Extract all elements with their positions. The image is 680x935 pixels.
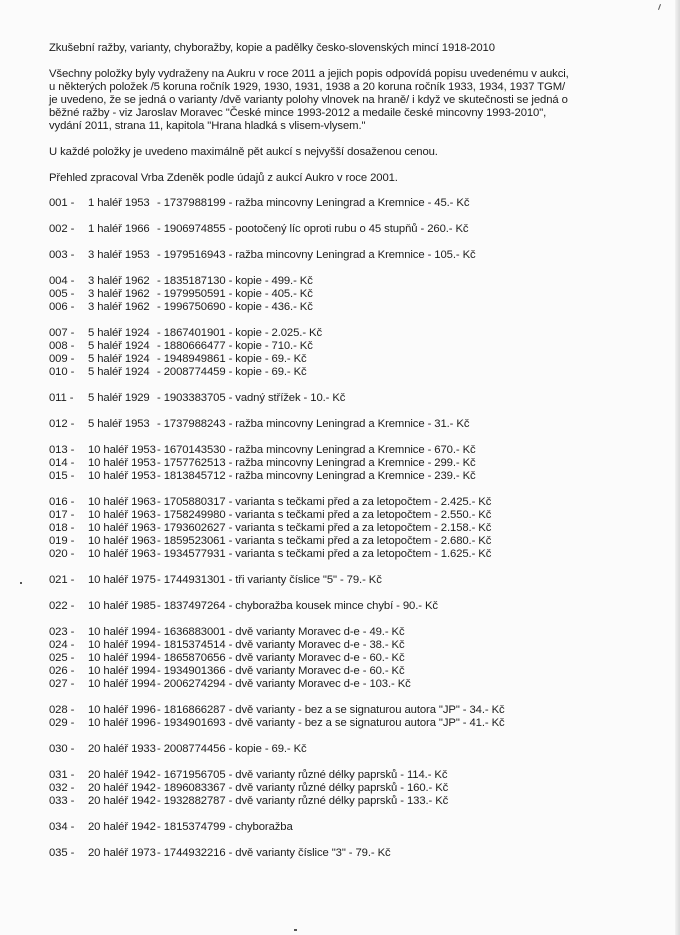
coin-row-coin: 20 haléř 1942 (88, 769, 156, 781)
coin-row-desc: - 1744931301 - tři varianty číslice "5" - 79.- Kč (157, 574, 382, 586)
coin-row-no: 002 - (49, 223, 75, 235)
coin-row-desc: - 1996750690 - kopie - 436.- Kč (157, 301, 313, 313)
coin-row-no: 005 - (49, 288, 75, 300)
coin-row-desc: - 1744932216 - dvě varianty číslice "3" - 79.- Kč (157, 847, 391, 859)
scan-speck (20, 582, 22, 584)
coin-row-no: 018 - (49, 522, 75, 534)
coin-row-no: 024 - (49, 639, 75, 651)
coin-row-desc: - 1979950591 - kopie - 405.- Kč (157, 288, 313, 300)
coin-row-desc: - 1880666477 - kopie - 710.- Kč (157, 340, 313, 352)
intro-line-2: u některých položek /5 koruna ročník 1929, 1930, 1931, 1938 a 20 koruna ročník 1933, 1934, 1937 TGM/ (49, 81, 566, 93)
coin-row-coin: 5 haléř 1924 (88, 340, 150, 352)
coin-row-no: 011 - (49, 392, 74, 404)
coin-row-coin: 20 haléř 1942 (88, 782, 156, 794)
coin-row-desc: - 1737988199 - ražba mincovny Leningrad a Kremnice - 45.- Kč (157, 197, 470, 209)
intro-line-4: běžné ražby - viz Jaroslav Moravec "České mince 1993-2012 a medaile české mincovny 1993-2010", (49, 107, 547, 119)
document-title: Zkušební ražby, varianty, chyboražby, kopie a padělky česko-slovenských mincí 1918-2010 (49, 42, 495, 54)
coin-row-desc: - 1837497264 - chyboražba kousek mince chybí - 90.- Kč (157, 600, 438, 612)
coin-row-desc: - 1671956705 - dvě varianty různé délky paprsků - 114.- Kč (157, 769, 448, 781)
coin-row-no: 007 - (49, 327, 75, 339)
coin-row-no: 013 - (49, 444, 75, 456)
coin-row-desc: - 1737988243 - ražba mincovny Leningrad a Kremnice - 31.- Kč (157, 418, 470, 430)
coin-row-desc: - 1903383705 - vadný střížek - 10.- Kč (157, 392, 346, 404)
scan-speck (658, 4, 661, 10)
coin-row-coin: 20 haléř 1942 (88, 821, 156, 833)
coin-row-coin: 5 haléř 1924 (88, 327, 150, 339)
coin-row-coin: 10 haléř 1975 (88, 574, 156, 586)
coin-row-desc: - 1793602627 - varianta s tečkami před a za letopočtem - 2.158.- Kč (157, 522, 492, 534)
coin-row-coin: 10 haléř 1996 (88, 717, 156, 729)
coin-row-no: 012 - (49, 418, 75, 430)
coin-row-coin: 3 haléř 1962 (88, 275, 150, 287)
coin-row-desc: - 2008774456 - kopie - 69.- Kč (157, 743, 307, 755)
coin-row-no: 023 - (49, 626, 75, 638)
coin-row-coin: 1 haléř 1966 (88, 223, 150, 235)
coin-row-no: 009 - (49, 353, 75, 365)
coin-row-coin: 10 haléř 1994 (88, 652, 156, 664)
auction-note: U každé položky je uvedeno maximálně pět aukcí s nejvyšší dosaženou cenou. (49, 146, 438, 158)
coin-row-no: 010 - (49, 366, 75, 378)
coin-row-coin: 3 haléř 1953 (88, 249, 150, 261)
coin-row-desc: - 1932882787 - dvě varianty různé délky paprsků - 133.- Kč (157, 795, 449, 807)
coin-row-no: 003 - (49, 249, 75, 261)
coin-row-no: 022 - (49, 600, 75, 612)
coin-row-coin: 5 haléř 1924 (88, 353, 150, 365)
coin-row-coin: 10 haléř 1996 (88, 704, 156, 716)
coin-row-coin: 10 haléř 1963 (88, 548, 156, 560)
coin-row-desc: - 2006274294 - dvě varianty Moravec d-e - 103.- Kč (157, 678, 411, 690)
coin-row-desc: - 1835187130 - kopie - 499.- Kč (157, 275, 313, 287)
coin-row-no: 016 - (49, 496, 75, 508)
coin-row-desc: - 1906974855 - pootočený líc oproti rubu o 45 stupňů - 260.- Kč (157, 223, 469, 235)
coin-row-no: 008 - (49, 340, 75, 352)
coin-row-desc: - 1816866287 - dvě varianty - bez a se signaturou autora "JP" - 34.- Kč (157, 704, 505, 716)
coin-row-coin: 10 haléř 1963 (88, 535, 156, 547)
coin-row-no: 032 - (49, 782, 75, 794)
coin-row-no: 028 - (49, 704, 75, 716)
coin-row-coin: 10 haléř 1994 (88, 665, 156, 677)
coin-row-coin: 10 haléř 1953 (88, 457, 156, 469)
coin-row-coin: 10 haléř 1963 (88, 509, 156, 521)
coin-row-no: 019 - (49, 535, 75, 547)
coin-row-desc: - 1859523061 - varianta s tečkami před a za letopočtem - 2.680.- Kč (157, 535, 492, 547)
coin-row-desc: - 1758249980 - varianta s tečkami před a za letopočtem - 2.550.- Kč (157, 509, 492, 521)
coin-row-no: 021 - (49, 574, 75, 586)
intro-line-3: je uvedeno, že se jedná o varianty /dvě varianty polohy vlnovek na hraně/ i když ve skutečnosti se jedná o (49, 94, 568, 106)
coin-row-desc: - 1670143530 - ražba mincovny Leningrad a Kremnice - 670.- Kč (157, 444, 476, 456)
coin-row-no: 006 - (49, 301, 75, 313)
coin-row-coin: 10 haléř 1953 (88, 444, 156, 456)
coin-row-no: 026 - (49, 665, 75, 677)
coin-row-coin: 5 haléř 1924 (88, 366, 150, 378)
coin-row-no: 035 - (49, 847, 75, 859)
coin-row-desc: - 1948949861 - kopie - 69.- Kč (157, 353, 307, 365)
intro-line-1: Všechny položky byly vydraženy na Aukru v roce 2011 a jejich popis odpovídá popisu uvedenému v aukci, (49, 68, 569, 80)
coin-row-coin: 20 haléř 1973 (88, 847, 156, 859)
coin-row-no: 001 - (49, 197, 75, 209)
coin-row-coin: 10 haléř 1953 (88, 470, 156, 482)
coin-row-no: 034 - (49, 821, 75, 833)
coin-row-no: 015 - (49, 470, 75, 482)
coin-row-coin: 5 haléř 1953 (88, 418, 150, 430)
coin-row-coin: 3 haléř 1962 (88, 288, 150, 300)
coin-row-desc: - 1636883001 - dvě varianty Moravec d-e - 49.- Kč (157, 626, 405, 638)
coin-row-desc: - 1757762513 - ražba mincovny Leningrad a Kremnice - 299.- Kč (157, 457, 476, 469)
coin-row-desc: - 1813845712 - ražba mincovny Leningrad a Kremnice - 239.- Kč (157, 470, 476, 482)
coin-row-coin: 10 haléř 1963 (88, 522, 156, 534)
coin-row-no: 029 - (49, 717, 75, 729)
coin-row-desc: - 1815374799 - chyboražba (157, 821, 293, 833)
coin-row-no: 027 - (49, 678, 75, 690)
coin-row-coin: 10 haléř 1994 (88, 639, 156, 651)
coin-row-desc: - 1865870656 - dvě varianty Moravec d-e - 60.- Kč (157, 652, 405, 664)
coin-row-coin: 10 haléř 1963 (88, 496, 156, 508)
coin-row-desc: - 1815374514 - dvě varianty Moravec d-e - 38.- Kč (157, 639, 405, 651)
coin-row-coin: 10 haléř 1994 (88, 626, 156, 638)
coin-row-coin: 1 haléř 1953 (88, 197, 150, 209)
coin-row-coin: 10 haléř 1994 (88, 678, 156, 690)
coin-row-desc: - 1896083367 - dvě varianty různé délky paprsků - 160.- Kč (157, 782, 449, 794)
coin-row-desc: - 1705880317 - varianta s tečkami před a za letopočtem - 2.425.- Kč (157, 496, 492, 508)
coin-row-coin: 5 haléř 1929 (88, 392, 150, 404)
coin-row-no: 004 - (49, 275, 75, 287)
coin-row-desc: - 1934901366 - dvě varianty Moravec d-e - 60.- Kč (157, 665, 405, 677)
coin-row-no: 033 - (49, 795, 75, 807)
coin-row-no: 025 - (49, 652, 75, 664)
coin-row-desc: - 1934577931 - varianta s tečkami před a za letopočtem - 1.625.- Kč (157, 548, 492, 560)
coin-row-coin: 20 haléř 1933 (88, 743, 156, 755)
intro-line-5: vydání 2011, strana 11, kapitola "Hrana hladká s vlisem-vlysem." (49, 120, 366, 132)
coin-row-desc: - 1934901693 - dvě varianty - bez a se signaturou autora "JP" - 41.- Kč (157, 717, 505, 729)
coin-row-no: 017 - (49, 509, 75, 521)
coin-row-no: 031 - (49, 769, 75, 781)
coin-row-desc: - 2008774459 - kopie - 69.- Kč (157, 366, 307, 378)
coin-row-no: 014 - (49, 457, 75, 469)
coin-row-desc: - 1979516943 - ražba mincovny Leningrad a Kremnice - 105.- Kč (157, 249, 476, 261)
coin-row-no: 030 - (49, 743, 75, 755)
coin-row-coin: 10 haléř 1985 (88, 600, 156, 612)
coin-row-coin: 3 haléř 1962 (88, 301, 150, 313)
coin-row-coin: 20 haléř 1942 (88, 795, 156, 807)
coin-row-no: 020 - (49, 548, 75, 560)
scan-speck (294, 929, 297, 931)
compiled-by-line: Přehled zpracoval Vrba Zdeněk podle údajů z aukcí Aukro v roce 2001. (49, 172, 398, 184)
coin-row-desc: - 1867401901 - kopie - 2.025.- Kč (157, 327, 323, 339)
page-edge-shadow (675, 0, 680, 935)
